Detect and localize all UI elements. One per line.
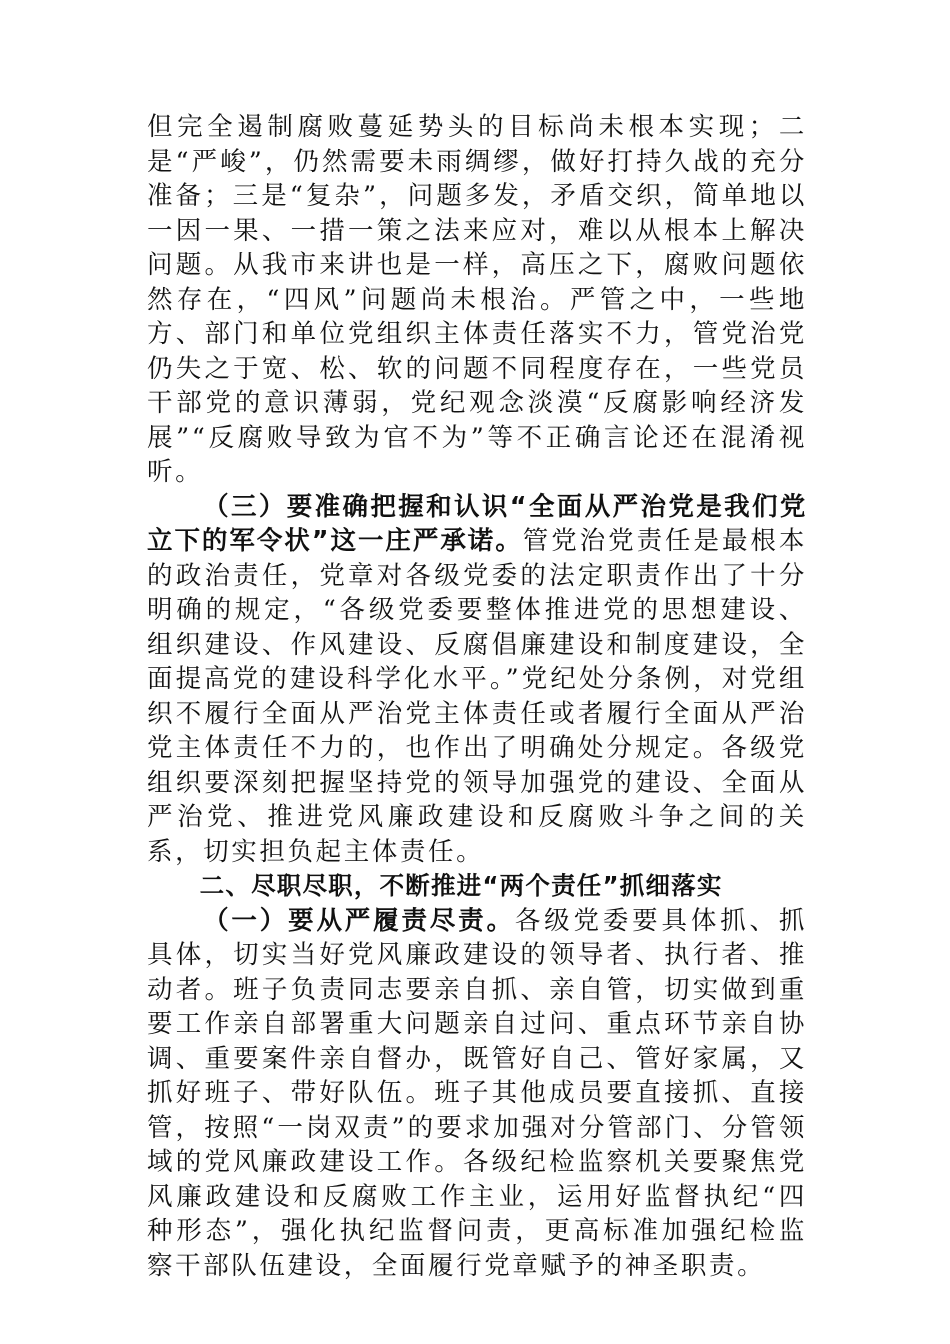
document-body bbox=[147, 110, 807, 1283]
section-one-lead: （一）要从严履责尽责。 bbox=[203, 905, 515, 936]
section-one-body: 各级党委要具体抓、抓具体，切实当好党风廉政建设的领导者、执行者、推动者。班子负责同志要亲自抓、亲自管，切实做到重要工作亲自部署重大问题亲自过问、重点环节亲自协调、重要案件亲自督办，既管好自己、管好家属，又抓好班子、带好队伍。班子其他成员要直接抓、直接管，按照“一岗双责”的要求加强对分管部门、分管领域的党风廉政建设工作。各级纪检监察机关要聚焦党风廉政建设和反腐败工作主业，运用好监督执纪“四种形态”，强化执纪监督问责，更高标准加强纪检监察干部队伍建设，全面履行党章赋予的神圣职责。 bbox=[147, 905, 807, 1281]
section-two-heading: 二、尽职尽职，不断推进“两个责任”抓细落实 bbox=[199, 871, 723, 900]
paragraph-continued-text: 但完全遏制腐败蔓延势头的目标尚未根本实现；二是“严峻”，仍然需要未雨绸缪，做好打持久战的充分准备；三是“复杂”，问题多发，矛盾交织，简单地以一因一果、一措一策之法来应对，难以从根本上解决问题。从我市来讲也是一样，高压之下，腐败问题依然存在，“四风”问题尚未根治。严管之中，一些地方、部门和单位党组织主体责任落实不力，管党治党仍失之于宽、松、软的问题不同程度存在，一些党员干部党的意识薄弱，党纪观念淡漠“反腐影响经济发展”“反腐败导致为官不为”等不正确言论还在混淆视听。 bbox=[147, 112, 807, 487]
paragraph-continued bbox=[147, 110, 807, 490]
paragraph-section-one bbox=[147, 904, 807, 1284]
paragraph-section-three bbox=[147, 490, 807, 870]
section-three-body: 管党治党责任是最根本的政治责任，党章对各级党委的法定职责作出了十分明确的规定，“各级党委要整体推进党的思想建设、组织建设、作风建设、反腐倡廉建设和制度建设，全面提高党的建设科学化水平。”党纪处分条例，对党组织不履行全面从严治党主体责任或者履行全面从严治党主体责任不力的，也作出了明确处分规定。各级党组织要深刻把握坚持党的领导加强党的建设、全面从严治党、推进党风廉政建设和反腐败斗争之间的关系，切实担负起主体责任。 bbox=[147, 526, 808, 867]
section-three-lead: （三）要准确把握和认识“全面从严治党是我们党立下的军令状”这一庄严承诺。 bbox=[147, 491, 807, 556]
